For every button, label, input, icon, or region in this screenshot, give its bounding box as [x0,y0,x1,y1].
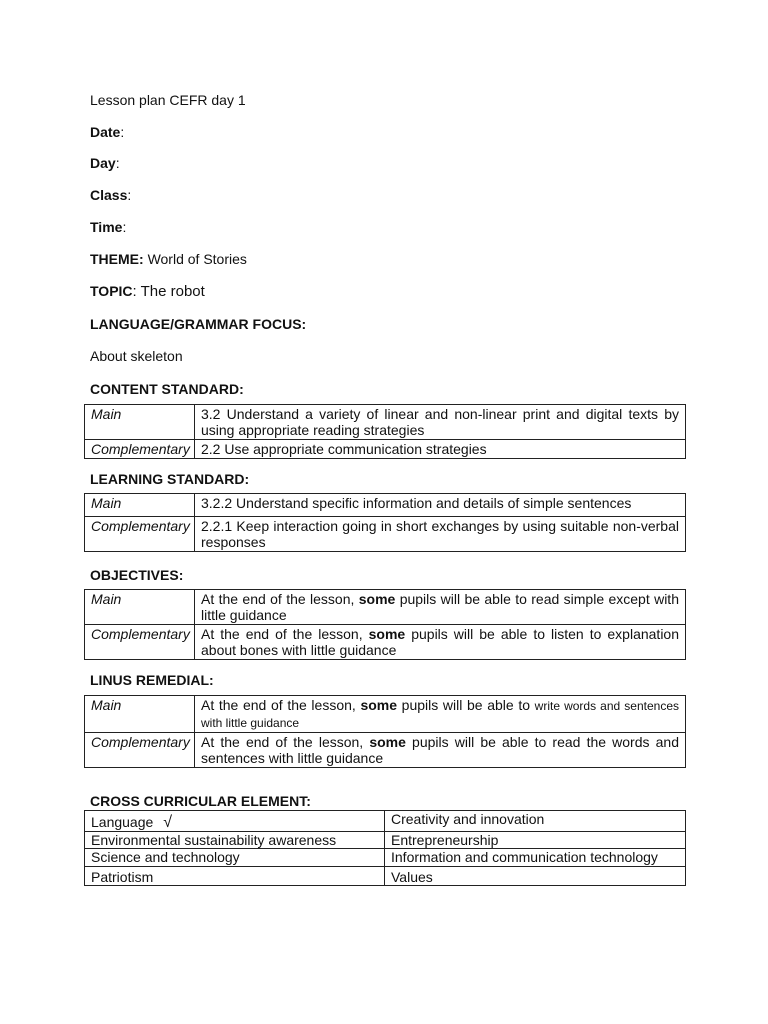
cross-curricular-heading: CROSS CURRICULAR ELEMENT: [90,793,311,809]
row-text-pre: At the end of the lesson, [201,626,369,642]
learning-standard-table [84,493,686,552]
row-text [195,733,686,768]
row-label: Complementary [85,733,195,768]
date-field [90,124,124,141]
row-text-small: write words and sentences with little guidance [201,699,680,730]
cce-left-cell: Patriotism [85,867,385,886]
grammar-heading: LANGUAGE/GRAMMAR FOCUS: [90,316,307,332]
cross-curricular-table [84,810,686,886]
table-row [85,733,686,768]
cce-right-cell: Creativity and innovation [385,811,686,832]
row-text-post: pupils will be able to read the words and sentences with little guidance [201,734,679,766]
row-text-post: pupils will be able to read simple except with little guidance [201,591,679,623]
row-label: Main [85,590,195,625]
theme-field [90,251,247,268]
row-text-post: pupils will be able to listen to explanation about bones with little guidance [201,626,680,658]
class-field [90,187,131,204]
row-label: Main [85,405,195,440]
table-row [85,494,686,517]
row-text: 3.2 Understand a variety of linear and non-linear print and digital texts by using appropriate reading strategies [195,405,686,440]
topic-label: TOPIC [90,283,133,299]
row-label: Main [85,494,195,517]
date-colon: : [120,124,125,140]
row-label: Main [85,696,195,733]
table-row [85,590,686,625]
table-row [85,811,686,832]
row-text-bold: some [369,734,406,750]
table-row [85,832,686,849]
linus-remedial-table [84,695,686,768]
day-colon: : [115,155,120,171]
learning-standard-heading: LEARNING STANDARD: [90,471,250,487]
time-field [90,219,126,236]
row-text: 2.2 Use appropriate communication strategies [195,440,686,459]
class-colon: : [127,187,132,203]
table-row [85,440,686,459]
row-text [195,590,686,625]
time-colon: : [122,219,127,235]
table-row [85,517,686,552]
row-text-bold: some [360,697,398,713]
row-text-post: pupils will be able to [397,697,535,713]
table-row [85,405,686,440]
row-label: Complementary [85,440,195,459]
row-text-pre: At the end of the lesson, [201,734,370,750]
row-label: Complementary [85,517,195,552]
linus-remedial-heading: LINUS REMEDIAL: [90,672,214,688]
class-label: Class [90,187,128,203]
day-field [90,155,120,172]
cce-right-cell: Information and communication technology [385,849,686,867]
table-row [85,867,686,886]
table-row [85,625,686,660]
objectives-table [84,589,686,660]
row-text-bold: some [368,626,406,642]
row-text-bold: some [358,591,396,607]
cce-left-cell: Environmental sustainability awareness [85,832,385,849]
cce-left-text: Language [91,814,154,830]
day-label: Day [90,155,116,171]
theme-label: THEME: [90,251,144,267]
row-text: 2.2.1 Keep interaction going in short exchanges by using suitable non-verbal responses [195,517,686,552]
theme-value: World of Stories [147,251,247,267]
topic-value: : The robot [132,283,205,300]
row-text [195,625,686,660]
content-standard-table [84,404,686,459]
table-row [85,849,686,867]
row-label: Complementary [85,625,195,660]
cce-left-cell: Science and technology [85,849,385,867]
row-text-pre: At the end of the lesson, [201,591,359,607]
table-row [85,696,686,733]
row-text [195,696,686,733]
date-label: Date [90,124,121,140]
time-label: Time [90,219,123,235]
cce-left-cell [85,811,385,832]
grammar-value: About skeleton [90,348,183,364]
cce-right-cell: Entrepreneurship [385,832,686,849]
topic-field [90,283,205,300]
row-text: 3.2.2 Understand specific information and details of simple sentences [195,494,686,517]
check-mark-icon: √ [163,814,173,831]
row-text-pre: At the end of the lesson, [201,697,361,713]
doc-title: Lesson plan CEFR day 1 [90,92,246,108]
cce-right-cell: Values [385,867,686,886]
content-standard-heading: CONTENT STANDARD: [90,381,244,397]
objectives-heading: OBJECTIVES: [90,567,184,583]
